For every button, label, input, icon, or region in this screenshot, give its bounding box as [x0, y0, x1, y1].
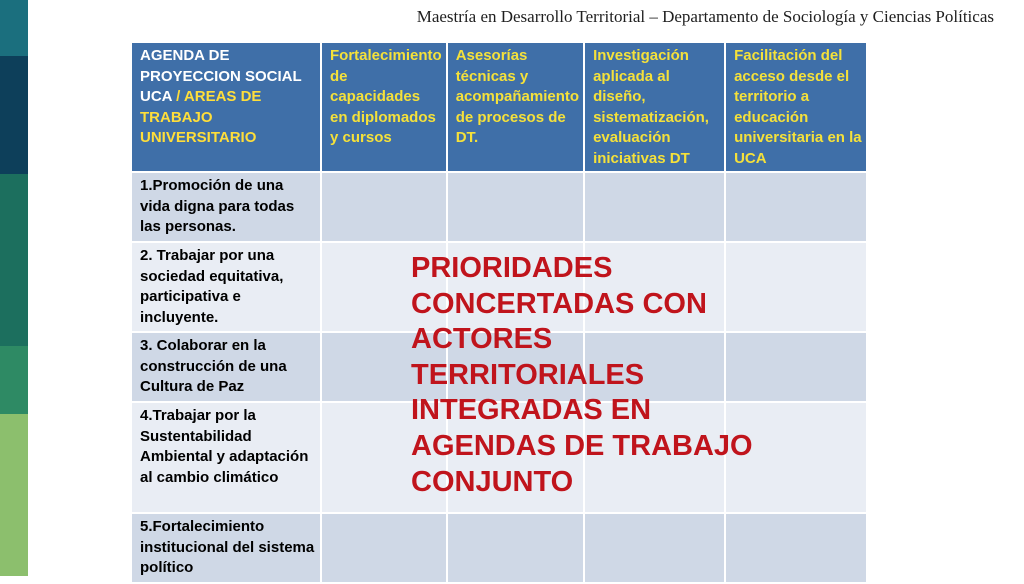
table-cell [726, 514, 866, 582]
table-row [132, 173, 866, 241]
area-cell: 2. Trabajar por una sociedad equitativa, participativa e incluyente. [132, 243, 320, 331]
header-cell-fortalecimiento: Fortalecimiento de capacidades en diplomados y cursos [322, 43, 446, 171]
table-cell [322, 173, 446, 241]
sidebar-band-2 [0, 56, 28, 174]
decorative-sidebar [0, 0, 28, 576]
sidebar-band-1 [0, 0, 28, 56]
sidebar-band-5 [0, 414, 28, 576]
header-cell-areas [132, 43, 320, 171]
sidebar-band-3 [0, 174, 28, 346]
table-cell [585, 514, 724, 582]
table-cell [448, 173, 583, 241]
area-cell: 3. Colaborar en la construcción de una Cultura de Paz [132, 333, 320, 401]
header-cell-investigacion: Investigación aplicada al diseño, sistematización, evaluación iniciativas DT [585, 43, 724, 171]
header-cell-facilitacion: Facilitación del acceso desde el territorio a educación universitaria en la UCA [726, 43, 866, 171]
priorities-overlay-text: PRIORIDADES CONCERTADAS CON ACTORES TERRITORIALES INTEGRADAS EN AGENDAS DE TRABAJO CONJUNTO [411, 252, 753, 498]
slide-header-title: Maestría en Desarrollo Territorial – Departamento de Sociología y Ciencias Políticas [416, 7, 994, 26]
table-row [132, 514, 866, 582]
table-header-row [132, 43, 866, 171]
table-cell [585, 173, 724, 241]
sidebar-band-4 [0, 346, 28, 414]
table-cell [448, 514, 583, 582]
table-cell [322, 514, 446, 582]
header-cell-asesorias: Asesorías técnicas y acompañamiento de procesos de DT. [448, 43, 583, 171]
header-cell-areas-line1: AGENDA DE PROYECCION SOCIAL UCA [140, 47, 302, 105]
area-cell: 5.Fortalecimiento institucional del sistema político [132, 514, 320, 582]
area-cell: 4.Trabajar por la Sustentabilidad Ambiental y adaptación al cambio climático [132, 403, 320, 512]
table-cell [726, 173, 866, 241]
header-cell-areas-line2: / AREAS DE TRABAJO UNIVERSITARIO [140, 88, 262, 146]
area-cell: 1.Promoción de una vida digna para todas las personas. [132, 173, 320, 241]
